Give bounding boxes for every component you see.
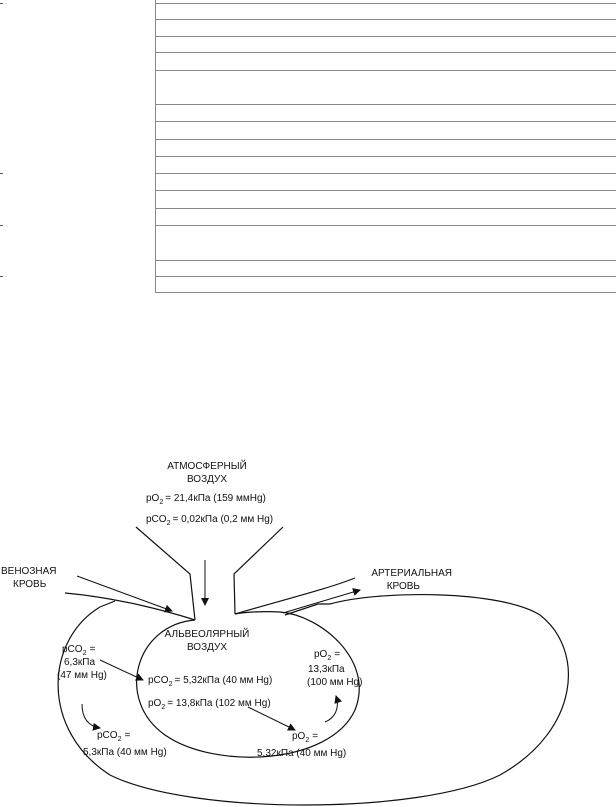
- alveolar-title-2: ВОЗДУХ: [186, 642, 228, 653]
- arterial-po2-out-value: 5,32кПа (40 мм Hg): [257, 748, 347, 759]
- arterial-blood-label: АРТЕРИАЛЬНАЯ: [371, 568, 452, 579]
- outer-ring: [58, 595, 568, 805]
- venous-inflow-arrow: [77, 576, 172, 611]
- atmosphere-pco2: pCO$_2$ = 0,02кПа (0,2 мм Hg): [146, 514, 274, 527]
- atmosphere-title: АТМОСФЕРНЫЙ: [167, 461, 247, 472]
- arterial-outlet-upper: [235, 578, 355, 614]
- venous-blood-label-2: КРОВЬ: [13, 579, 47, 590]
- arterial-po2-out: $pO_2$ =: [292, 731, 319, 744]
- arterial-outflow-arrow: [283, 590, 360, 613]
- venous-pco2-value: 6,3кПа: [64, 657, 96, 668]
- atmosphere-title-2: ВОЗДУХ: [186, 474, 228, 485]
- o2-diffusion-arrow: [248, 707, 295, 730]
- venous-pco2-mmhg: (47 мм Hg): [57, 670, 107, 681]
- venous-pco2-out-value: 5,3кПа (40 мм Hg): [83, 747, 167, 758]
- venous-flow-arrow: [82, 704, 100, 728]
- arterial-po2-mmhg: (100 мм Hg): [307, 677, 363, 688]
- arterial-flow-arrow: [325, 696, 337, 722]
- venous-pco2: pCO$_2$ =: [62, 644, 96, 657]
- arterial-po2-value: 13,3кПа: [308, 664, 345, 675]
- venous-blood-label: ВЕНОЗНАЯ: [1, 566, 57, 577]
- arterial-blood-label-2: КРОВЬ: [386, 581, 420, 592]
- alveolar-pco2: pCO$_2$ = 5,32кПа (40 мм Hg): [148, 675, 273, 688]
- alveolar-title: АЛЬВЕОЛЯРНЫЙ: [164, 629, 250, 640]
- alveolar-po2: $pO_2 = 13,8кПа$ (102 мм Hg): [148, 698, 271, 711]
- atmosphere-po2: $pO_2 = 21,4кПа$ (159 ммHg): [146, 493, 266, 506]
- arterial-po2: $pO_2$ =: [314, 649, 341, 662]
- venous-pco2-out: pCO$_2$ =: [97, 730, 131, 743]
- venous-inlet-lower: [65, 593, 195, 620]
- venous-inlet-lip: [100, 601, 115, 607]
- airway-funnel-right: [234, 527, 283, 614]
